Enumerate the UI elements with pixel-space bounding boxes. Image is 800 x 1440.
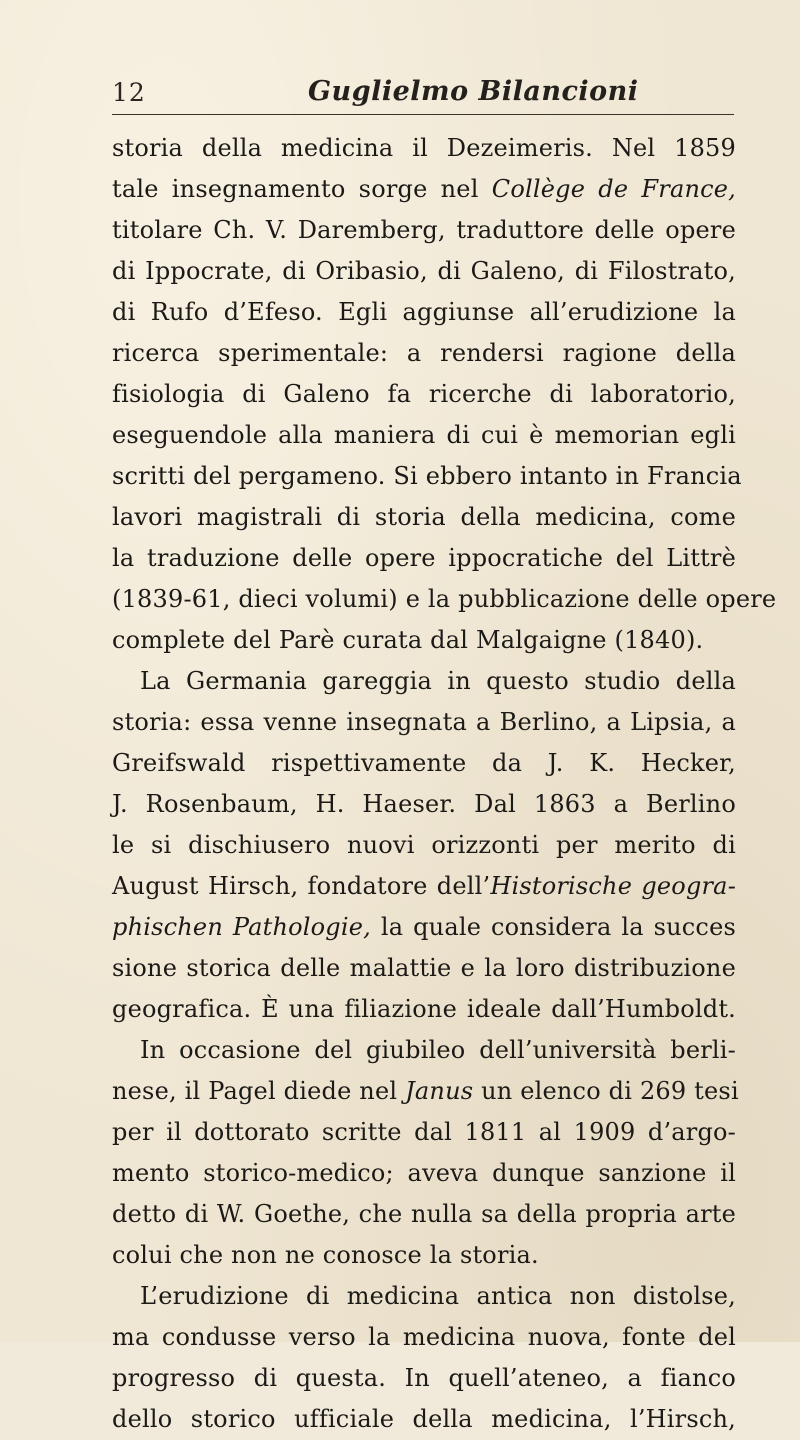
text-run: la traduzione delle opere ippocratiche del Littrè [112, 544, 736, 572]
text-run: lavori magistrali di storia della medicina, come [112, 503, 736, 531]
text-line [112, 1276, 736, 1317]
text-run: di Ippocrate, di Oribasio, di Galeno, di Filostrato, [112, 257, 736, 285]
page-number: 12 [112, 78, 146, 107]
text-line [112, 866, 736, 907]
text-run: scritti del pergameno. Si ebbero intanto in Francia [112, 462, 742, 490]
italic-text: phischen Pathologie, [112, 913, 371, 941]
text-run: colui che non ne conosce la storia. [112, 1241, 539, 1269]
text-run: eseguendole alla maniera di cui è memorian egli [112, 421, 736, 449]
text-line [112, 784, 736, 825]
body-text [112, 128, 777, 1440]
text-line [112, 169, 736, 210]
text-line [112, 1399, 736, 1440]
text-run: mento storico-medico; aveva dunque sanzione il [112, 1159, 736, 1187]
text-run: progresso di questa. In quell’ateneo, a fianco [112, 1364, 736, 1392]
text-line [112, 251, 736, 292]
text-run: un elenco di 269 tesi [473, 1077, 739, 1105]
text-line [112, 1071, 739, 1112]
italic-text: Historische geogra- [490, 872, 736, 900]
text-run: detto di W. Goethe, che nulla sa della propria arte [112, 1200, 736, 1228]
header-rule [112, 114, 734, 115]
text-line [112, 292, 736, 333]
text-line [112, 1358, 736, 1399]
text-run: August Hirsch, fondatore dell’ [112, 872, 491, 900]
text-line [112, 661, 736, 702]
text-run: ricerca sperimentale: a rendersi ragione della [112, 339, 736, 367]
text-run: le si dischiusero nuovi orizzonti per merito di [112, 831, 736, 859]
text-line [112, 1153, 736, 1194]
text-line [112, 1112, 736, 1153]
text-run: di Rufo d’Efeso. Egli aggiunse all’erudizione la [112, 298, 736, 326]
text-line [112, 620, 736, 661]
text-line [112, 456, 742, 497]
text-line [112, 702, 736, 743]
text-run: storia della medicina il Dezeimeris. Nel 1859 [112, 134, 736, 162]
text-run: sione storica delle malattie e la loro distribuzione [112, 954, 736, 982]
text-line [112, 415, 736, 456]
text-line [112, 743, 736, 784]
text-line [112, 579, 777, 620]
text-run: J. Rosenbaum, H. Haeser. Dal 1863 a Berlino [112, 790, 736, 818]
text-run: ma condusse verso la medicina nuova, fonte del [112, 1323, 736, 1351]
text-line [112, 1235, 736, 1276]
text-line [112, 989, 736, 1030]
text-line [112, 1030, 736, 1071]
text-line [112, 333, 736, 374]
text-line [112, 1317, 736, 1358]
text-run: dello storico ufficiale della medicina, l’Hirsch, [112, 1405, 736, 1433]
running-head: Guglielmo Bilancioni [308, 76, 639, 107]
page-header [112, 72, 732, 112]
text-run: la quale considera la succes [370, 913, 736, 941]
text-line [112, 1194, 736, 1235]
text-run: tale insegnamento sorge nel [112, 175, 492, 203]
text-run: Greifswald rispettivamente da J. K. Hecker, [112, 749, 736, 777]
text-line [112, 538, 736, 579]
italic-text: Janus [405, 1077, 474, 1105]
text-line [112, 374, 736, 415]
text-line [112, 210, 736, 251]
text-run: complete del Parè curata dal Malgaigne (1840). [112, 626, 704, 654]
text-line [112, 825, 736, 866]
text-run: per il dottorato scritte dal 1811 al 1909 d’argo- [112, 1118, 736, 1146]
text-run: La Germania gareggia in questo studio della [140, 667, 736, 695]
text-run: L’erudizione di medicina antica non distolse, [140, 1282, 736, 1310]
text-run: storia: essa venne insegnata a Berlino, a Lipsia, a [112, 708, 736, 736]
text-run: geografica. È una filiazione ideale dall’Humboldt. [112, 995, 736, 1023]
italic-text: Collège de France, [491, 175, 736, 203]
text-run: nese, il Pagel diede nel [112, 1077, 406, 1105]
text-run: In occasione del giubileo dell’università berli- [140, 1036, 736, 1064]
text-line [112, 128, 736, 169]
text-line [112, 497, 736, 538]
text-run: titolare Ch. V. Daremberg, traduttore delle opere [112, 216, 736, 244]
text-run: fisiologia di Galeno fa ricerche di laboratorio, [112, 380, 736, 408]
text-line [112, 948, 736, 989]
text-run: (1839-61, dieci volumi) e la pubblicazione delle opere [112, 585, 777, 613]
text-line [112, 907, 736, 948]
